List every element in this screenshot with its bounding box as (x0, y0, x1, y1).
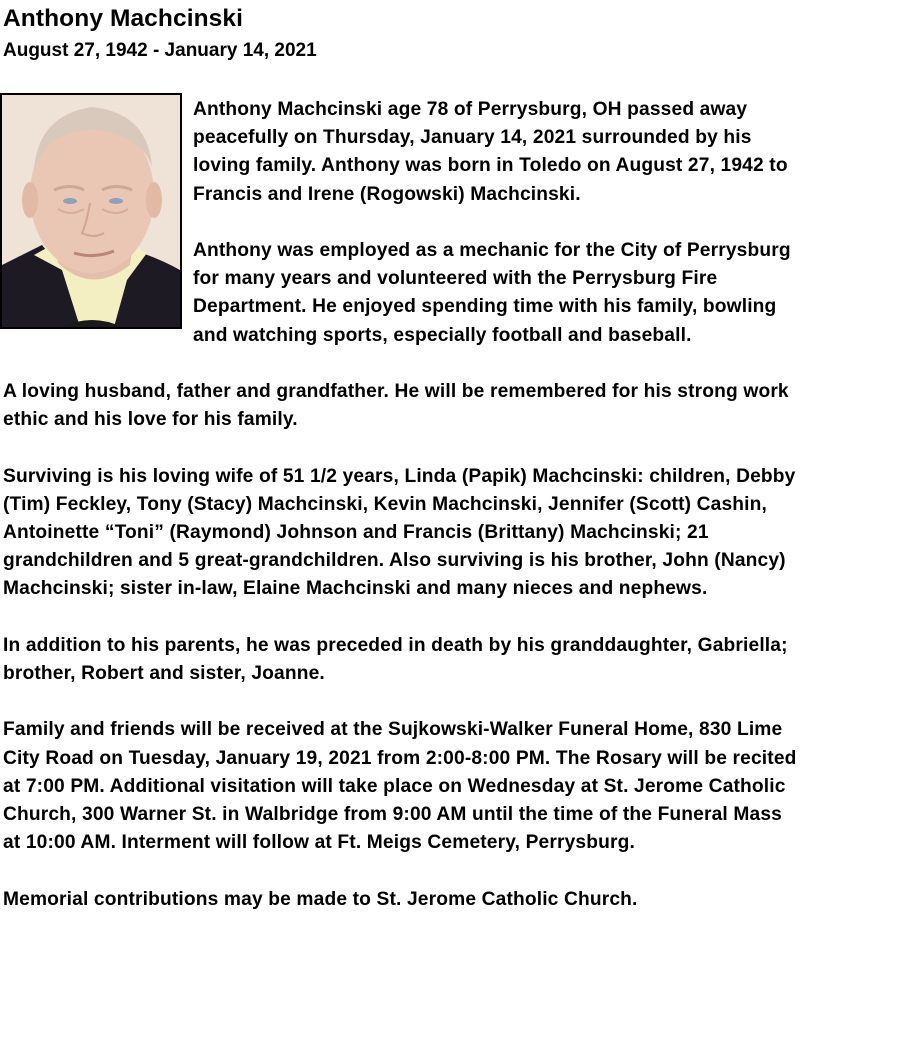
paragraph-remembrance: A loving husband, father and grandfather. He will be remembered for his strong work ethic and his love for his family. (3, 381, 789, 431)
portrait-photo (0, 93, 182, 329)
obituary-page (0, 5, 899, 914)
paragraph-services: Family and friends will be received at the Sujkowski-Walker Funeral Home, 830 Lime City Road on Tuesday, January 19, 2021 from 2:00-8:00 PM. The Rosary will be recited at 7:00 PM. Additional visitation will take place on Wednesday at St. Jerome Catholic Church, 300 Warner St. in Walbridge from 9:00 AM until the time of the Funeral Mass at 10:00 AM. Interment will follow at Ft. Meigs Cemetery, Perrysburg. (3, 719, 797, 854)
photo-eye-left (63, 198, 77, 204)
paragraph-career: Anthony was employed as a mechanic for the City of Perrysburg for many years and volunteered with the Perrysburg Fire Department. He enjoyed spending time with his family, bowling and watching sports, especially football and baseball. (193, 240, 791, 346)
paragraph-intro: Anthony Machcinski age 78 of Perrysburg, OH passed away peacefully on Thursday, January 14, 2021 surrounded by his loving family. Anthony was born in Toledo on August 27, 1942 to Francis and Irene (Rogowski) Machcinski. (193, 99, 788, 205)
photo-ear-right (146, 182, 162, 218)
paragraph-survivors: Surviving is his loving wife of 51 1/2 years, Linda (Papik) Machcinski: children, Debby (Tim) Feckley, Tony (Stacy) Machcinski, Kevin Machcinski, Jennifer (Scott) Cashin, Antoinette “Toni” (Raymond) Johnson and Francis (Brittany) Machcinski; 21 grandchildren and 5 great-grandchildren. Also surviving is his brother, John (Nancy) Machcinski; sister in-law, Elaine Machcinski and many nieces and nephews. (3, 465, 796, 600)
obituary-body (3, 96, 803, 914)
life-dates: August 27, 1942 - January 14, 2021 (3, 40, 317, 61)
deceased-name: Anthony Machcinski (3, 5, 244, 32)
photo-eye-right (109, 198, 123, 204)
paragraph-memorials: Memorial contributions may be made to St. Jerome Catholic Church. (3, 888, 638, 910)
photo-ear-left (22, 182, 38, 218)
paragraph-preceded: In addition to his parents, he was preceded in death by his granddaughter, Gabriella; brother, Robert and sister, Joanne. (3, 634, 788, 684)
portrait-image (2, 95, 180, 327)
